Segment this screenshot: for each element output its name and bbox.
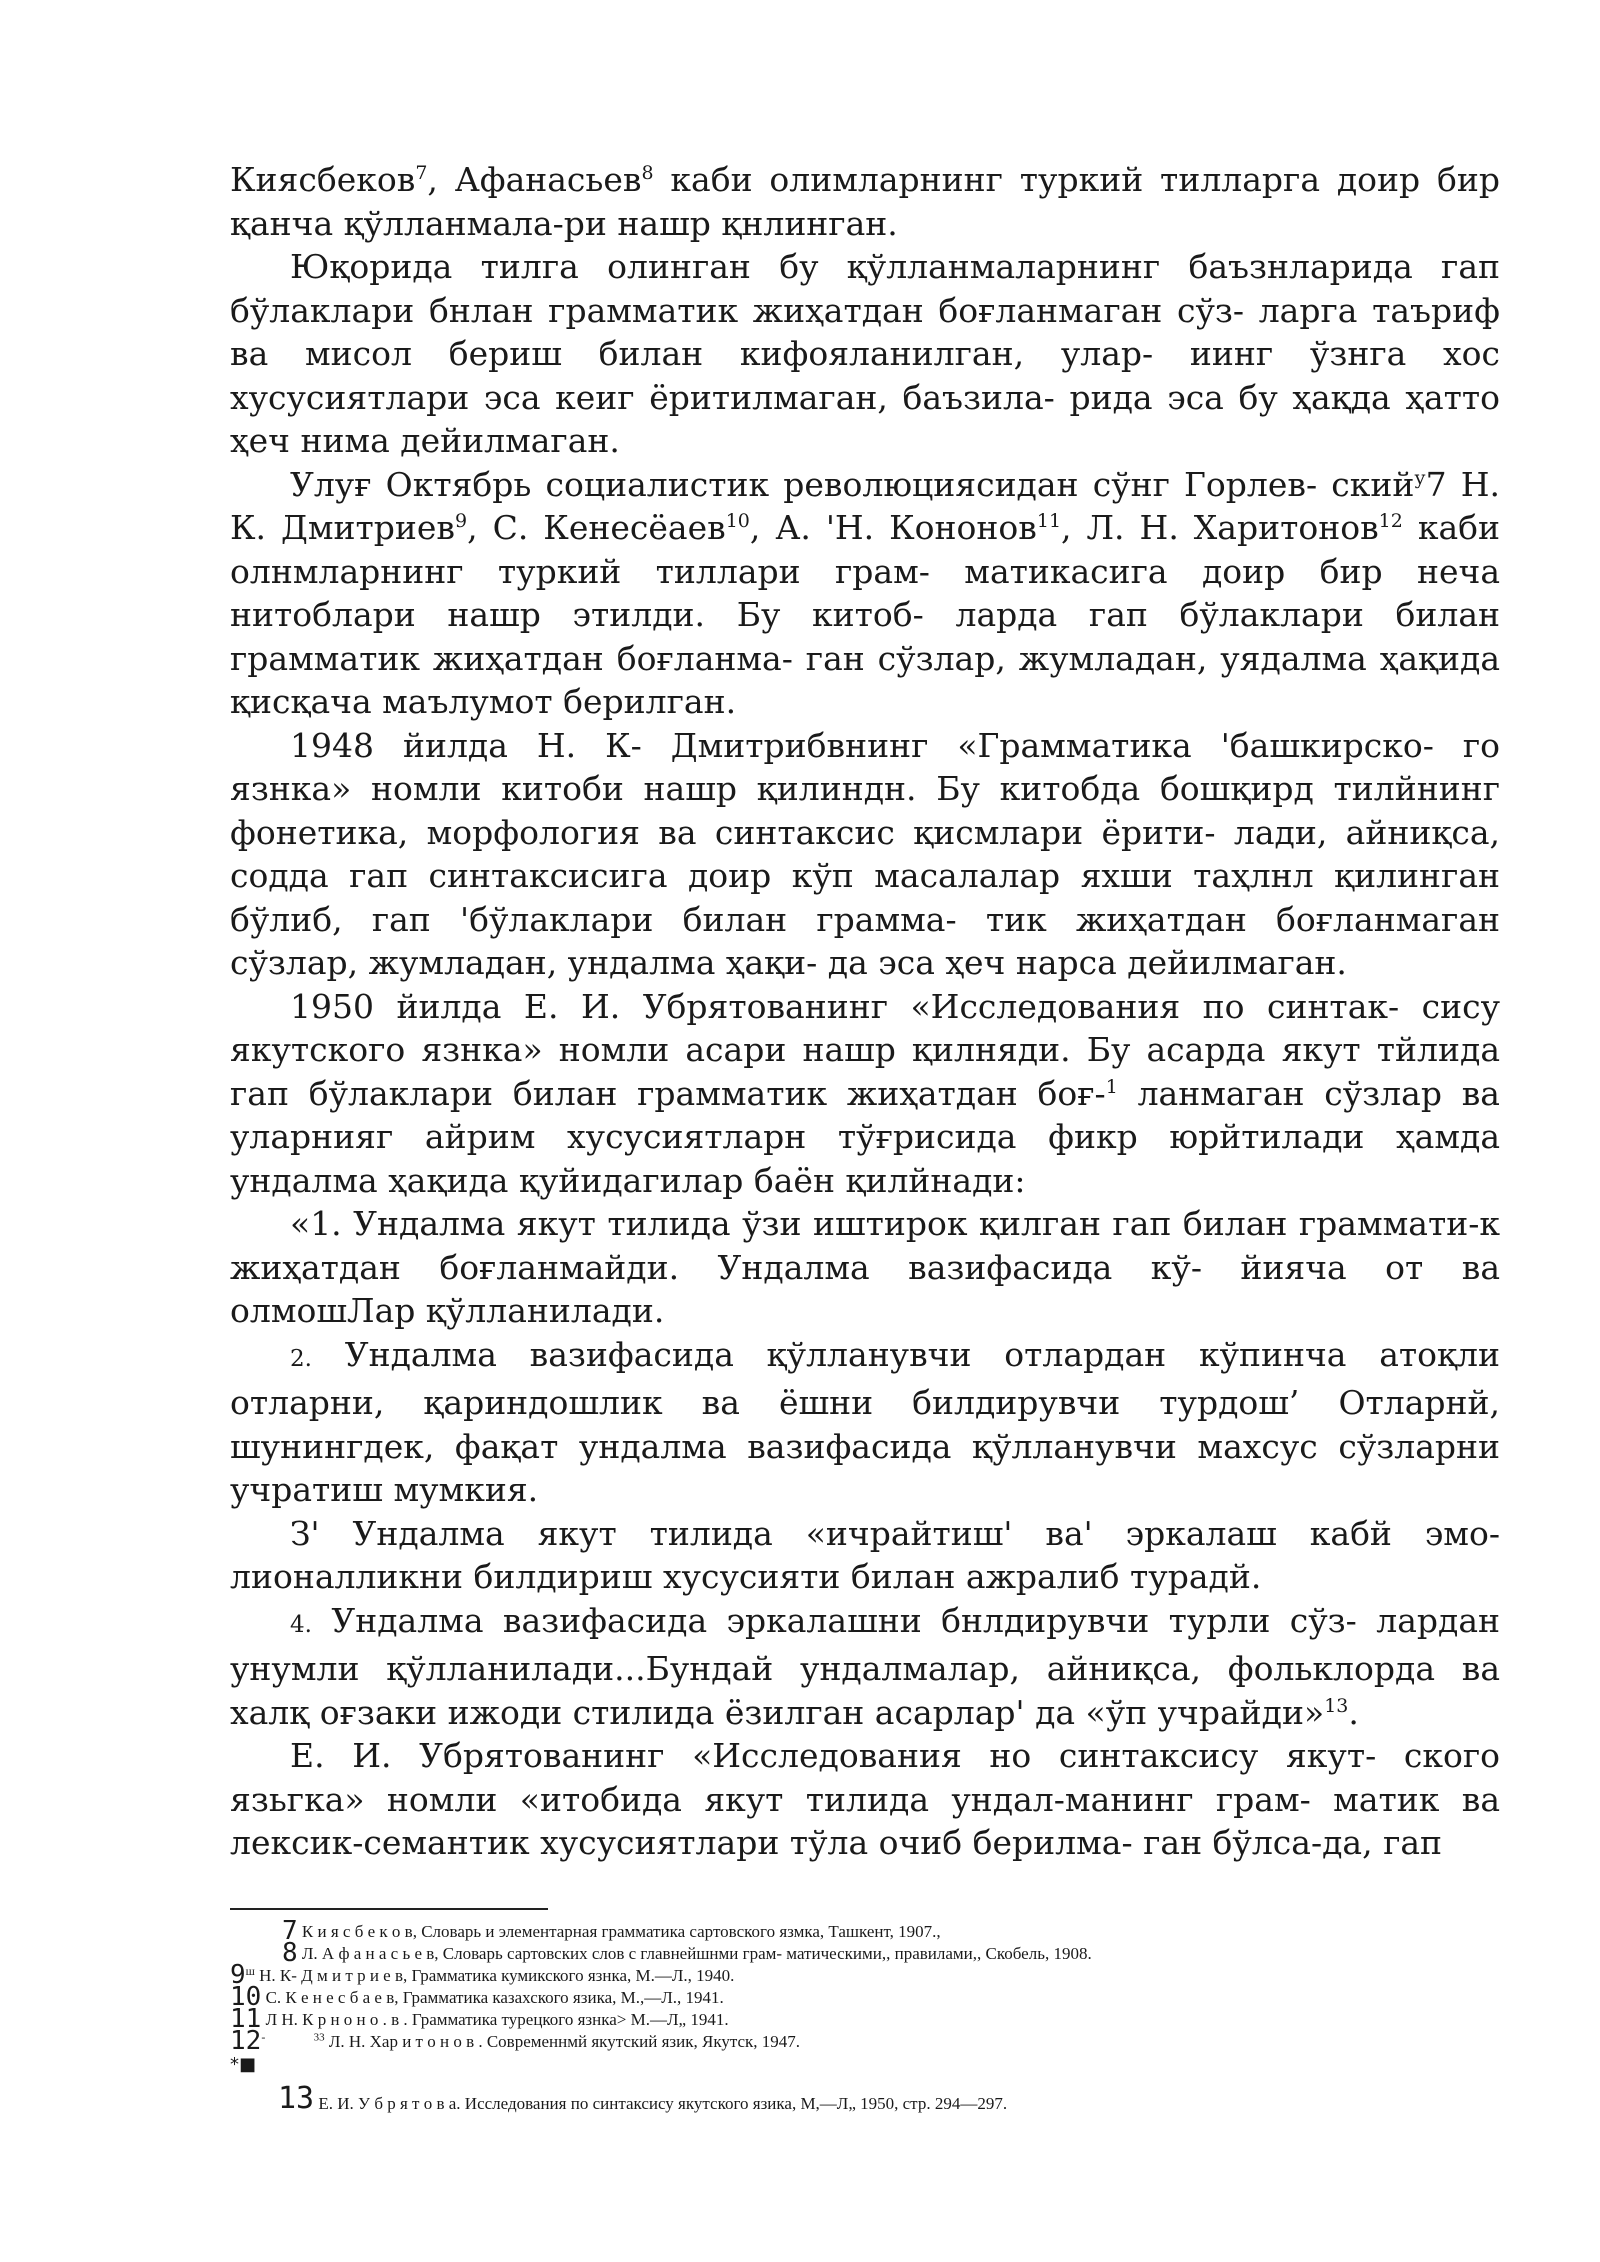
paragraph bbox=[230, 1512, 1500, 1599]
paragraph bbox=[230, 158, 1500, 245]
text-segment: , Афанасьев bbox=[427, 160, 642, 199]
text-segment: Улуғ Октябрь социалистик революциясидан сўнг Горлев- ский bbox=[290, 464, 1415, 504]
text-segment: 1950 йилда Е. И. Убрятованинг «Исследования по синтак- сису якутского язнка» номли асари нашр қилняди. Бу асарда якут тйлида гап бўлаклари билан грамматик жиҳатдан боғ- bbox=[230, 986, 1500, 1113]
footnote-text: Е. И. У б р я т о в а. Исследования по синтаксису якутского язика, М,—Л„ 1950, стр. 294—297. bbox=[318, 2094, 1008, 2113]
footnote-number: 8 bbox=[282, 1938, 298, 1968]
footnote-reference: у bbox=[1414, 466, 1426, 489]
footnote-text: К и я с б е к о в, Словарь и элементарная грамматика сартовского язмка, Ташкент, 1907., bbox=[301, 1922, 941, 1941]
text-segment: каби олимларнинг туркий тилларга доир бир қанча қўлланмала-ри нашр қнлинган. bbox=[230, 160, 1500, 243]
footnote-reference: 8 bbox=[641, 162, 654, 184]
footnote-number: 12 bbox=[230, 2026, 262, 2056]
text-segment: Е. И. Убрятованинг «Исследования но синтаксису якут- ского язьгка» номли «итобида якут тилида ундал-манинг грам- матик ва лексик-семантик хусусиятлари тўла очиб берилма- ган бўлса-да, гап bbox=[230, 1736, 1500, 1862]
footnote-11 bbox=[230, 2004, 1500, 2034]
footnote-number: 11 bbox=[230, 2004, 262, 2034]
paragraph bbox=[230, 1333, 1500, 1512]
footnote-mark: - bbox=[261, 2030, 266, 2044]
footnote-reference: 9 bbox=[455, 510, 468, 532]
footnote-text: Л Н. К р н о н о . в . Грамматика турецкого язнка> М.—Л„ 1941. bbox=[265, 2010, 729, 2029]
footnote-13 bbox=[230, 2081, 1500, 2118]
footnote-number: 9 bbox=[230, 1960, 246, 1990]
footnote-text: Л. А ф а н а с ь е в, Словарь сартовских слов с главнейшнми грам- матическими,, правилами,, Скобель, 1908. bbox=[301, 1944, 1092, 1963]
footnote-reference: 13 bbox=[1324, 1694, 1349, 1717]
main-text bbox=[230, 158, 1500, 1865]
paragraph bbox=[230, 724, 1500, 985]
footnote-reference: 7 bbox=[415, 162, 428, 184]
footnote-number: 13 bbox=[278, 2081, 315, 2116]
footnote-7 bbox=[230, 1916, 1500, 1946]
text-segment: 7 Н. К. Дмитриев bbox=[230, 464, 1500, 547]
list-number: 4. bbox=[290, 1611, 312, 1638]
footnote-reference: 10 bbox=[725, 510, 750, 532]
footnotes bbox=[230, 1916, 1500, 2118]
paragraph bbox=[230, 1734, 1500, 1865]
footnote-number: 7 bbox=[282, 1916, 298, 1946]
footnote-ref: 33 bbox=[313, 2031, 325, 2044]
footnote-10 bbox=[230, 1982, 1500, 2012]
footnote-text: Н. К- Д м и т р и е в, Грамматика кумикского язнка, М.—Л., 1940. bbox=[259, 1966, 735, 1985]
footnote-9 bbox=[230, 1960, 1500, 1990]
text-segment: 1948 йилда Н. К- Дмитрибвнинг «Грамматика 'башкирско- го язнка» номли китоби нашр қилиндн. Бу китобда бошқирд тилйнинг фонетика, морфология ва синтаксис қисмлари ёрити- лади, айниқса, содда гап синтаксисига доир кўп масалалар яхши таҳлнл қилинган бўлиб, гап 'бўлаклари билан грамма- тик жиҳатдан боғланмаган сўзлар, жумладан, ундалма ҳақи- да эса ҳеч нарса дейилмаган. bbox=[230, 725, 1500, 982]
footnote-number: 10 bbox=[230, 1982, 262, 2012]
paragraph bbox=[230, 1202, 1500, 1333]
footnote-text bbox=[270, 2032, 800, 2052]
text-segment: , Л. Н. Харитонов bbox=[1061, 508, 1379, 547]
paragraph bbox=[230, 463, 1500, 724]
text-segment: ланмаган сўзлар ва уларнияг айрим хусусиятларн тўғрисида фикр юрйтилади ҳамда ундалма ҳақида қуйидагилар баён қилйнади: bbox=[230, 1073, 1500, 1200]
footnote-reference: 11 bbox=[1036, 510, 1062, 532]
footnote-reference: 12 bbox=[1378, 510, 1403, 532]
list-number: 2. bbox=[290, 1345, 312, 1372]
text-segment: , С. Кенесёаев bbox=[467, 508, 726, 547]
footnote-mark: ш bbox=[245, 1964, 255, 1978]
footnote-text-body: Л. Н. Хар и т о н о в . Современнмй якутский язик, Якутск, 1947. bbox=[328, 2032, 801, 2051]
text-segment: Киясбеков bbox=[230, 160, 416, 199]
footnote-divider bbox=[230, 1908, 548, 1910]
text-segment: Ундалма вазифасида эркалашни бнлдирувчи турли сўз- лардан унумли қўлланилади...Бундай ундалмалар, айниқса, фольклорда ва халқ оғзаки ижоди стилида ёзилган асарлар' да «ўп учрайди» bbox=[230, 1600, 1500, 1732]
paragraph bbox=[230, 1599, 1500, 1735]
footnote-text: С. К е н е с б а е в, Грамматика казахского язика, М.,—Л., 1941. bbox=[265, 1988, 724, 2007]
text-segment: Ундалма вазифасида қўлланувчи отлардан кўпинча атоқли отларни, қариндошлик ва ёшни билдирувчи турдош’ Отларнй, шунингдек, фақат ундалма вазифасида қўлланувчи махсус сўзларни учратиш мумкия. bbox=[230, 1334, 1500, 1509]
footnote-8 bbox=[230, 1938, 1500, 1968]
text-segment: каби олнмларнинг туркий тиллари грам- матикасига доир бир неча нитоблари нашр этилди. Бу китоб- ларда гап бўлаклари билан грамматик жиҳатдан боғланма- ган сўзлар, жумладан, уядалма ҳақида қисқача маълумот берилган. bbox=[230, 508, 1500, 721]
paragraph bbox=[230, 985, 1500, 1203]
text-segment: , А. 'Н. Кононов bbox=[749, 508, 1037, 547]
footnote-12 bbox=[230, 2026, 1500, 2056]
text-segment: З' Ундалма якут тилида «ичрайтиш' ва' эркалаш кабй эмо- лионалликни билдириш хусусияти билан ажралиб турадй. bbox=[230, 1513, 1500, 1596]
text-segment: Юқорида тилга олинган бу қўлланмаларнинг баъзнларида гап бўлаклари бнлан грамматик жиҳатдан боғланмаган сўз- ларга таъриф ва мисол бериш билан кифояланилган, улар- иинг ўзнга хос хусусиятлари эса кеиг ёритилмаган, баъзила- рида эса бу ҳақда ҳатто ҳеч нима дейилмаган. bbox=[230, 247, 1500, 460]
text-segment: . bbox=[1348, 1692, 1359, 1732]
footnote-reference: 1 bbox=[1105, 1075, 1118, 1098]
footnote-marker: *■ bbox=[230, 2054, 257, 2075]
text-segment: «1. Ундалма якут тилида ўзи иштирок қилган гап билан граммати-к жиҳатдан боғланмайди. Ундалма вазифасида кў- йияча от ва олмошЛар қўлланилади. bbox=[230, 1204, 1500, 1330]
paragraph bbox=[230, 245, 1500, 463]
